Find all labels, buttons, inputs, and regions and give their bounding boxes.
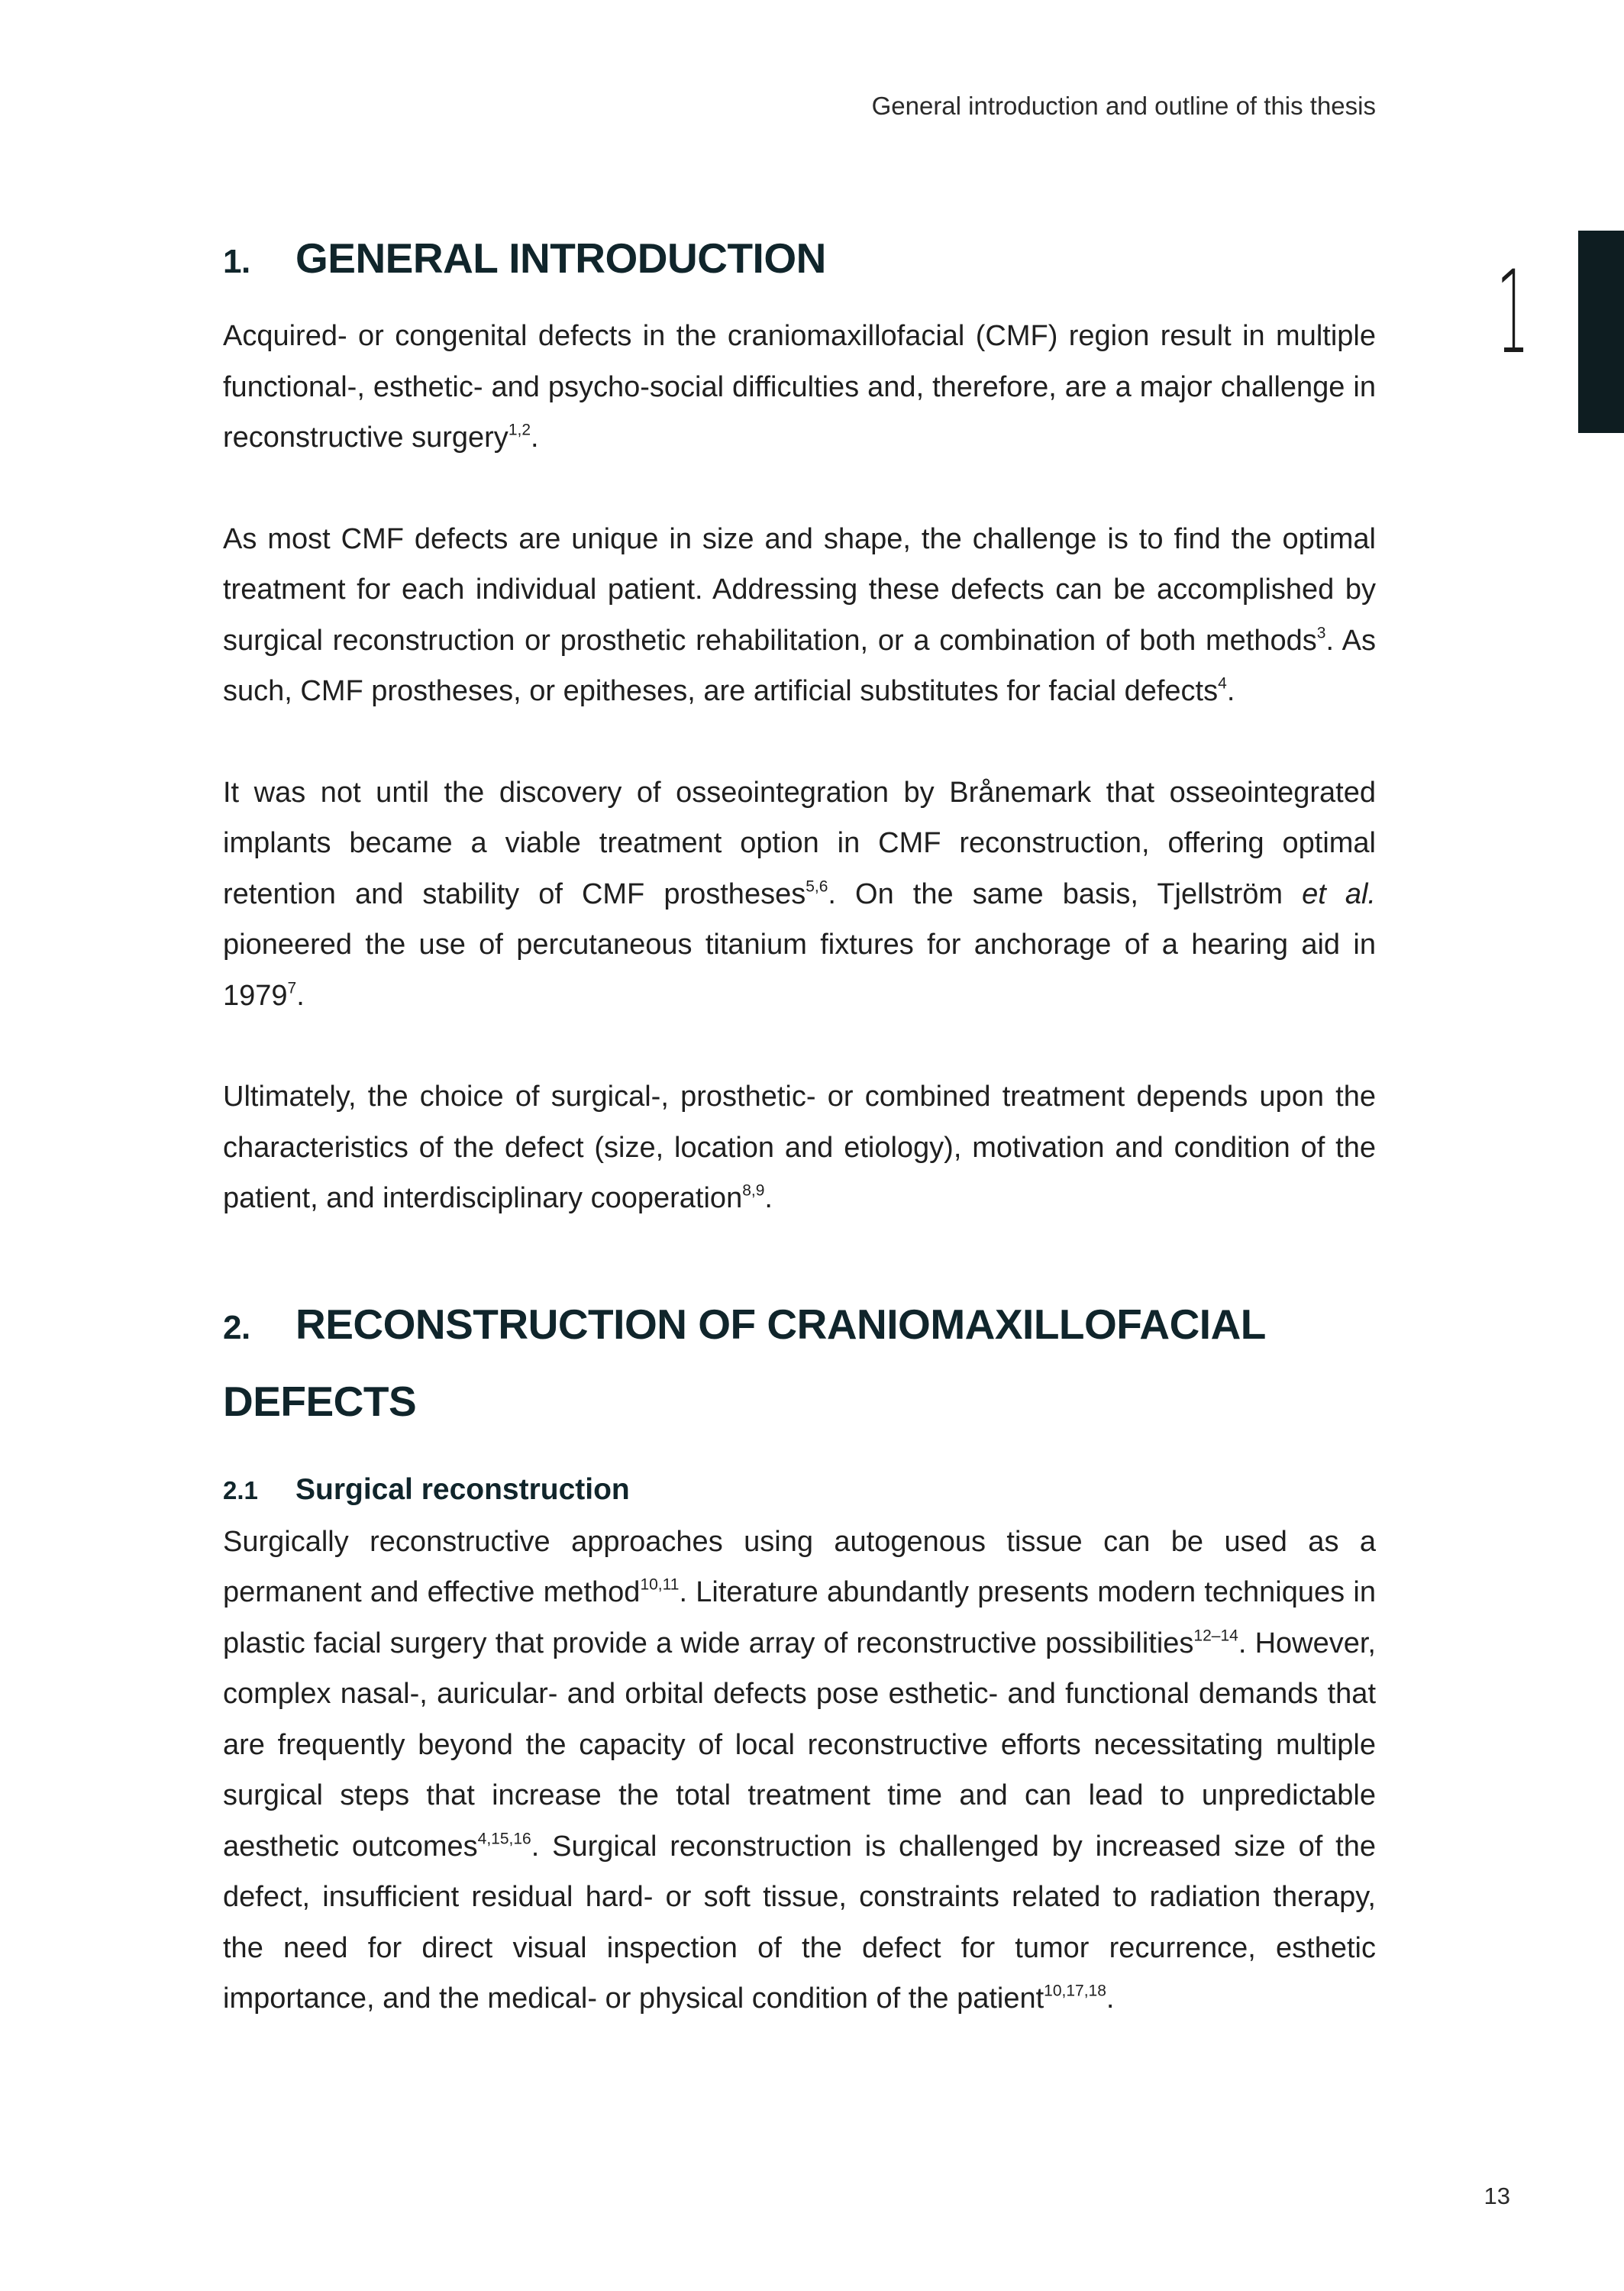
citation: 10,11: [640, 1575, 680, 1594]
citation: 8,9: [742, 1181, 765, 1200]
paragraph-treatment-choice: Ultimately, the choice of surgical-, prosthetic- or combined treatment depends upon the characteristics of the defect (size, location and etiology), motivation and condition of the patient, and interdisciplinary cooperation$^{8,9}$.: [223, 1081, 1376, 1214]
citation: 4: [1218, 674, 1227, 693]
paragraph-surgical-reconstruction: Surgically reconstructive approaches using autogenous tissue can be used as a permanent and effective method$^{10,11}$. Literature abundantly presents modern techniques in plastic facial surgery that provide a wide array of reconstructive possibilities$^{12-14}$. However, complex nasal-, auricular- and orbital defects pose esthetic- and functional demands that are frequently beyond the capacity of local reconstructive efforts necessitating multiple surgical steps that increase the total treatment time and can lead to unpredictable aesthetic outcomes$^{4,15,16}$. Surgical reconstruction is challenged by increased size of the defect, insufficient residual hard- or soft tissue, constraints related to radiation therapy, the need for direct visual inspection of the defect for tumor recurrence, esthetic importance, and the medical- or physical condition of the patient$^{10,17,18}$.: [223, 1525, 1376, 2015]
subsection-number: 2.1: [223, 1475, 258, 1504]
running-header: General introduction and outline of this thesis: [871, 92, 1376, 120]
page-number: 13: [1484, 2183, 1510, 2209]
citation: 3: [1316, 623, 1326, 641]
citation: 1,2: [508, 421, 531, 439]
paragraph-osseointegration: It was not until the discovery of osseointegration by Brånemark that osseointegrated implants became a viable treatment option in CMF reconstruction, offering optimal retention and stability of CMF prostheses$^{5,6}$. On the same basis, Tjellström et al. pioneered the use of percutaneous titanium fixtures for anchorage of a hearing aid in 1979$^7$.: [223, 776, 1376, 1012]
chapter-number: 1: [1496, 247, 1529, 380]
citation: 5,6: [806, 877, 828, 895]
citation: 4,15,16: [477, 1829, 531, 1847]
chapter-tab: [1578, 231, 1624, 433]
citation: 10,17,18: [1044, 1982, 1106, 2000]
et-al-italic: et al.: [1302, 877, 1376, 910]
paragraph-cmf-defects: Acquired- or congenital defects in the craniomaxillofacial (CMF) region result in multiple functional-, esthetic- and psycho-social difficulties and, therefore, are a major challenge in reconstructive surgery$^{1,2}$.: [223, 320, 1376, 454]
section-number: 2.: [223, 1308, 250, 1346]
page-body: [223, 221, 1376, 2024]
subsection-title: Surgical reconstruction: [295, 1472, 630, 1506]
section-title: RECONSTRUCTION OF CRANIOMAXILLOFACIAL DEFECTS: [223, 1300, 1265, 1425]
paragraph-treatment: As most CMF defects are unique in size and shape, the challenge is to find the optimal treatment for each individual patient. Addressing these defects can be accomplished by surgical reconstruction or prosthetic rehabilitation, or a combination of both methods$^3$. As such, CMF prostheses, or epitheses, are artificial substitutes for facial defects$^4$.: [223, 522, 1376, 707]
section-number: 1.: [223, 243, 250, 280]
citation: 12–14: [1193, 1626, 1238, 1644]
section-title: GENERAL INTRODUCTION: [295, 234, 826, 282]
section-heading-reconstruction: [223, 1288, 1376, 1438]
section-heading-general-introduction: [223, 221, 1376, 299]
citation: 7: [287, 978, 297, 997]
subsection-heading-surgical-reconstruction: [223, 1467, 1376, 1514]
